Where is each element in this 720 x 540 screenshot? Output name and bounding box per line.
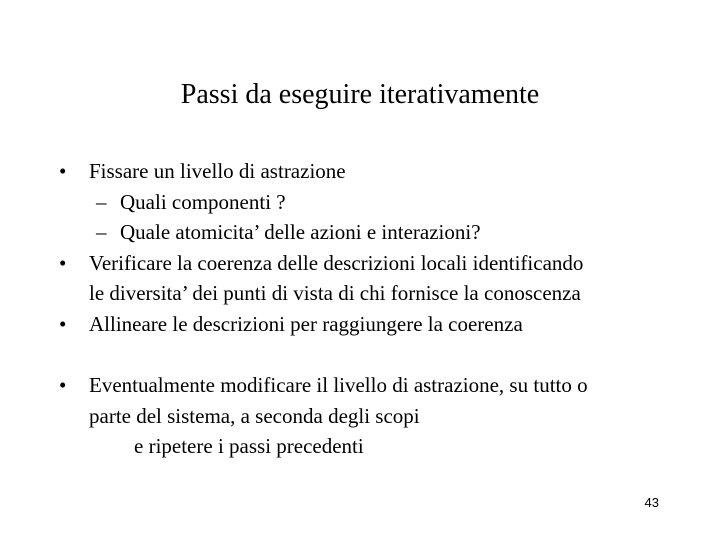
bullet-text-continuation: parte del sistema, a seconda degli scopi <box>89 403 420 428</box>
sub-bullet-dash: – <box>96 220 107 244</box>
page-number: 43 <box>644 495 659 510</box>
bullet-text-indented: e ripetere i passi precedenti <box>134 434 364 458</box>
bullet-text-continuation: le diversita’ dei punti di vista di chi fornisce la conoscenza <box>89 281 581 305</box>
sub-bullet-item <box>56 187 676 218</box>
bullet-text: Verificare la coerenza delle descrizioni locali identificando <box>89 250 584 275</box>
slide-title: Passi da eseguire iterativamente <box>180 79 540 110</box>
sub-bullet-text: Quale atomicita’ delle azioni e interazioni? <box>120 220 481 244</box>
sub-bullet-dash: – <box>96 189 107 214</box>
bullet-list <box>56 156 676 462</box>
bullet-text: Eventualmente modificare il livello di astrazione, su tutto o <box>89 373 588 397</box>
spacer <box>56 339 676 370</box>
bullet-item <box>56 309 676 340</box>
bullet-dot: • <box>59 250 67 275</box>
bullet-item <box>56 248 676 309</box>
bullet-dot: • <box>59 373 67 397</box>
bullet-item <box>56 156 676 187</box>
bullet-dot: • <box>59 311 67 336</box>
bullet-text: Fissare un livello di astrazione <box>89 159 346 183</box>
sub-bullet-item <box>56 217 676 248</box>
sub-bullet-text: Quali componenti ? <box>120 189 286 214</box>
bullet-text: Allineare le descrizioni per raggiungere la coerenza <box>89 311 523 336</box>
bullet-item <box>56 370 676 462</box>
bullet-dot: • <box>59 159 67 183</box>
